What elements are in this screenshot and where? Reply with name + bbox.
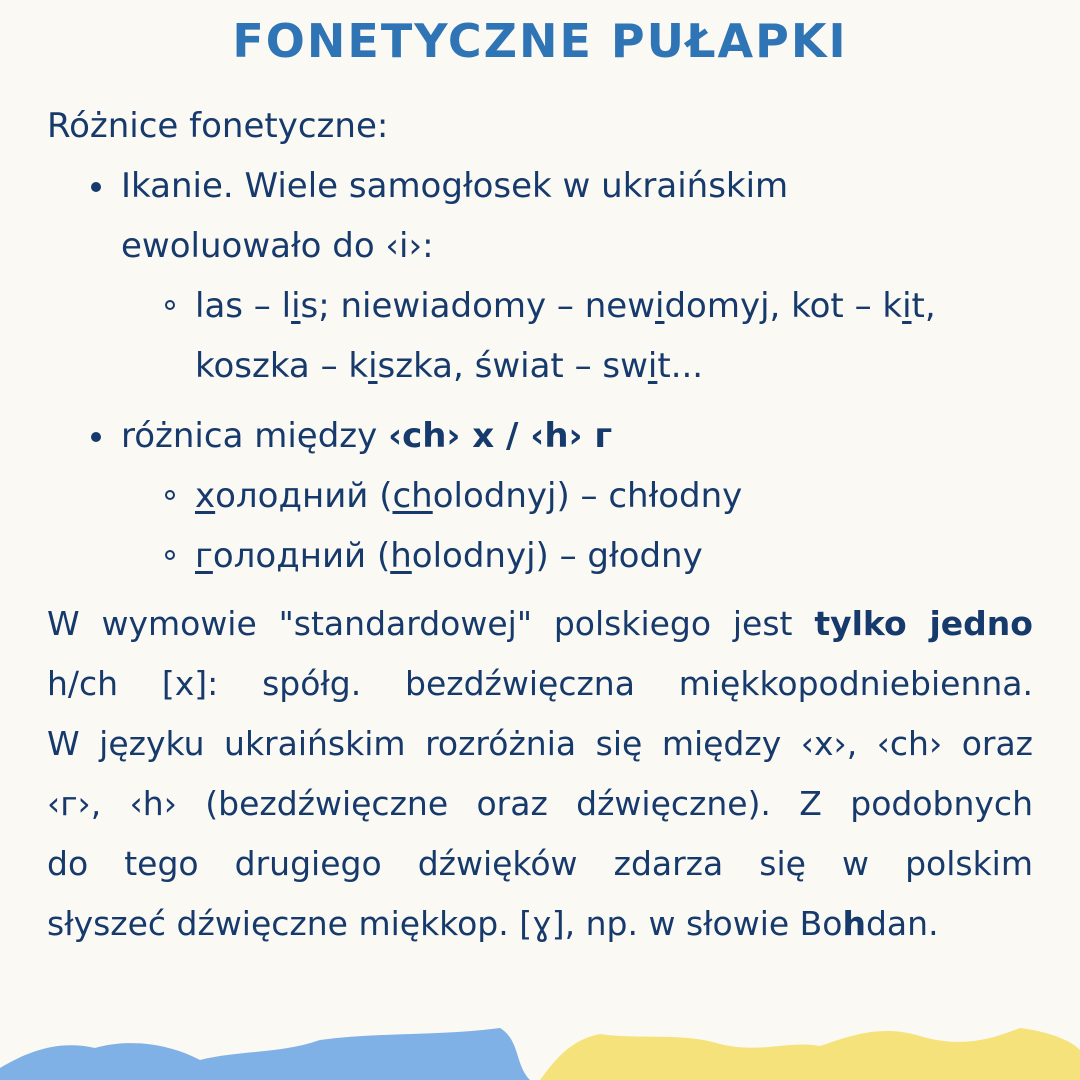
underlined-letter: i — [655, 286, 665, 326]
text: las – l — [195, 286, 292, 326]
underlined-letter: h — [390, 536, 412, 576]
text: olodnyj) – chłodny — [432, 476, 743, 516]
content — [47, 96, 1033, 954]
yellow-paint-splash — [540, 1028, 1080, 1080]
sublist-item-examples — [47, 276, 1033, 336]
sublist-item-examples-cont — [47, 336, 1033, 396]
bullet-dot-icon — [91, 432, 101, 442]
list-item-ikanie — [47, 156, 1033, 216]
underlined-letter: ch — [392, 476, 433, 516]
text: domyj, kot – k — [664, 286, 903, 326]
underlined-letter: г — [195, 536, 213, 576]
bullet-dot-icon — [91, 182, 101, 192]
text: t... — [657, 346, 704, 386]
underlined-letter: i — [291, 286, 301, 326]
intro-heading: Różnice fonetyczne: — [47, 106, 389, 146]
sublist-item-holodnyj — [47, 526, 1033, 586]
text: słyszeć dźwięczne miękkop. [ɣ], np. w słowie Bo — [47, 904, 843, 943]
bold-text: h — [842, 904, 866, 943]
para-line: do tego drugiego dźwięków zdarza się w polskim — [47, 844, 1033, 883]
bullet-circle-icon — [165, 550, 175, 560]
explanation-paragraph — [47, 594, 1033, 954]
text: s; niewiadomy – new — [300, 286, 656, 326]
text: olodnyj) – głodny — [411, 536, 703, 576]
bullet-circle-icon — [165, 490, 175, 500]
blue-paint-splash — [0, 1028, 530, 1080]
ikanie-line2: ewoluowało do ‹i›: — [121, 226, 434, 266]
para-line: ‹г›, ‹h› (bezdźwięczne oraz dźwięczne). Z podobnych — [47, 784, 1033, 823]
underlined-letter: х — [195, 476, 216, 516]
text: szka, świat – sw — [377, 346, 648, 386]
text: олодний ( — [215, 476, 393, 516]
bold-text: tylko jedno — [814, 604, 1033, 643]
text: dan. — [865, 904, 939, 943]
para-line: h/ch [x]: spółg. bezdźwięczna miękkopodniebienna. — [47, 664, 1033, 703]
text: koszka – k — [195, 346, 369, 386]
text: różnica między — [121, 416, 389, 456]
underlined-letter: i — [902, 286, 912, 326]
ikanie-line1: Ikanie. Wiele samogłosek w ukraińskim — [121, 166, 789, 206]
page-title: FONETYCZNE PUŁAPKI — [232, 14, 848, 68]
list-item-roznica — [47, 406, 1033, 466]
text: олодний ( — [212, 536, 391, 576]
underlined-letter: i — [368, 346, 378, 386]
para-line — [47, 894, 1033, 954]
bullet-circle-icon — [165, 300, 175, 310]
para-line: W języku ukraińskim rozróżnia się między ‹x›, ‹ch› oraz — [47, 724, 1033, 763]
watercolor-decoration — [0, 1010, 1080, 1080]
sublist-item-cholodnyj — [47, 466, 1033, 526]
para-line — [47, 594, 1033, 654]
bold-text: ‹ch› x / ‹h› г — [388, 416, 613, 456]
text: t, — [911, 286, 936, 326]
text: W wymowie "standardowej" polskiego jest — [47, 604, 815, 643]
underlined-letter: i — [647, 346, 658, 386]
